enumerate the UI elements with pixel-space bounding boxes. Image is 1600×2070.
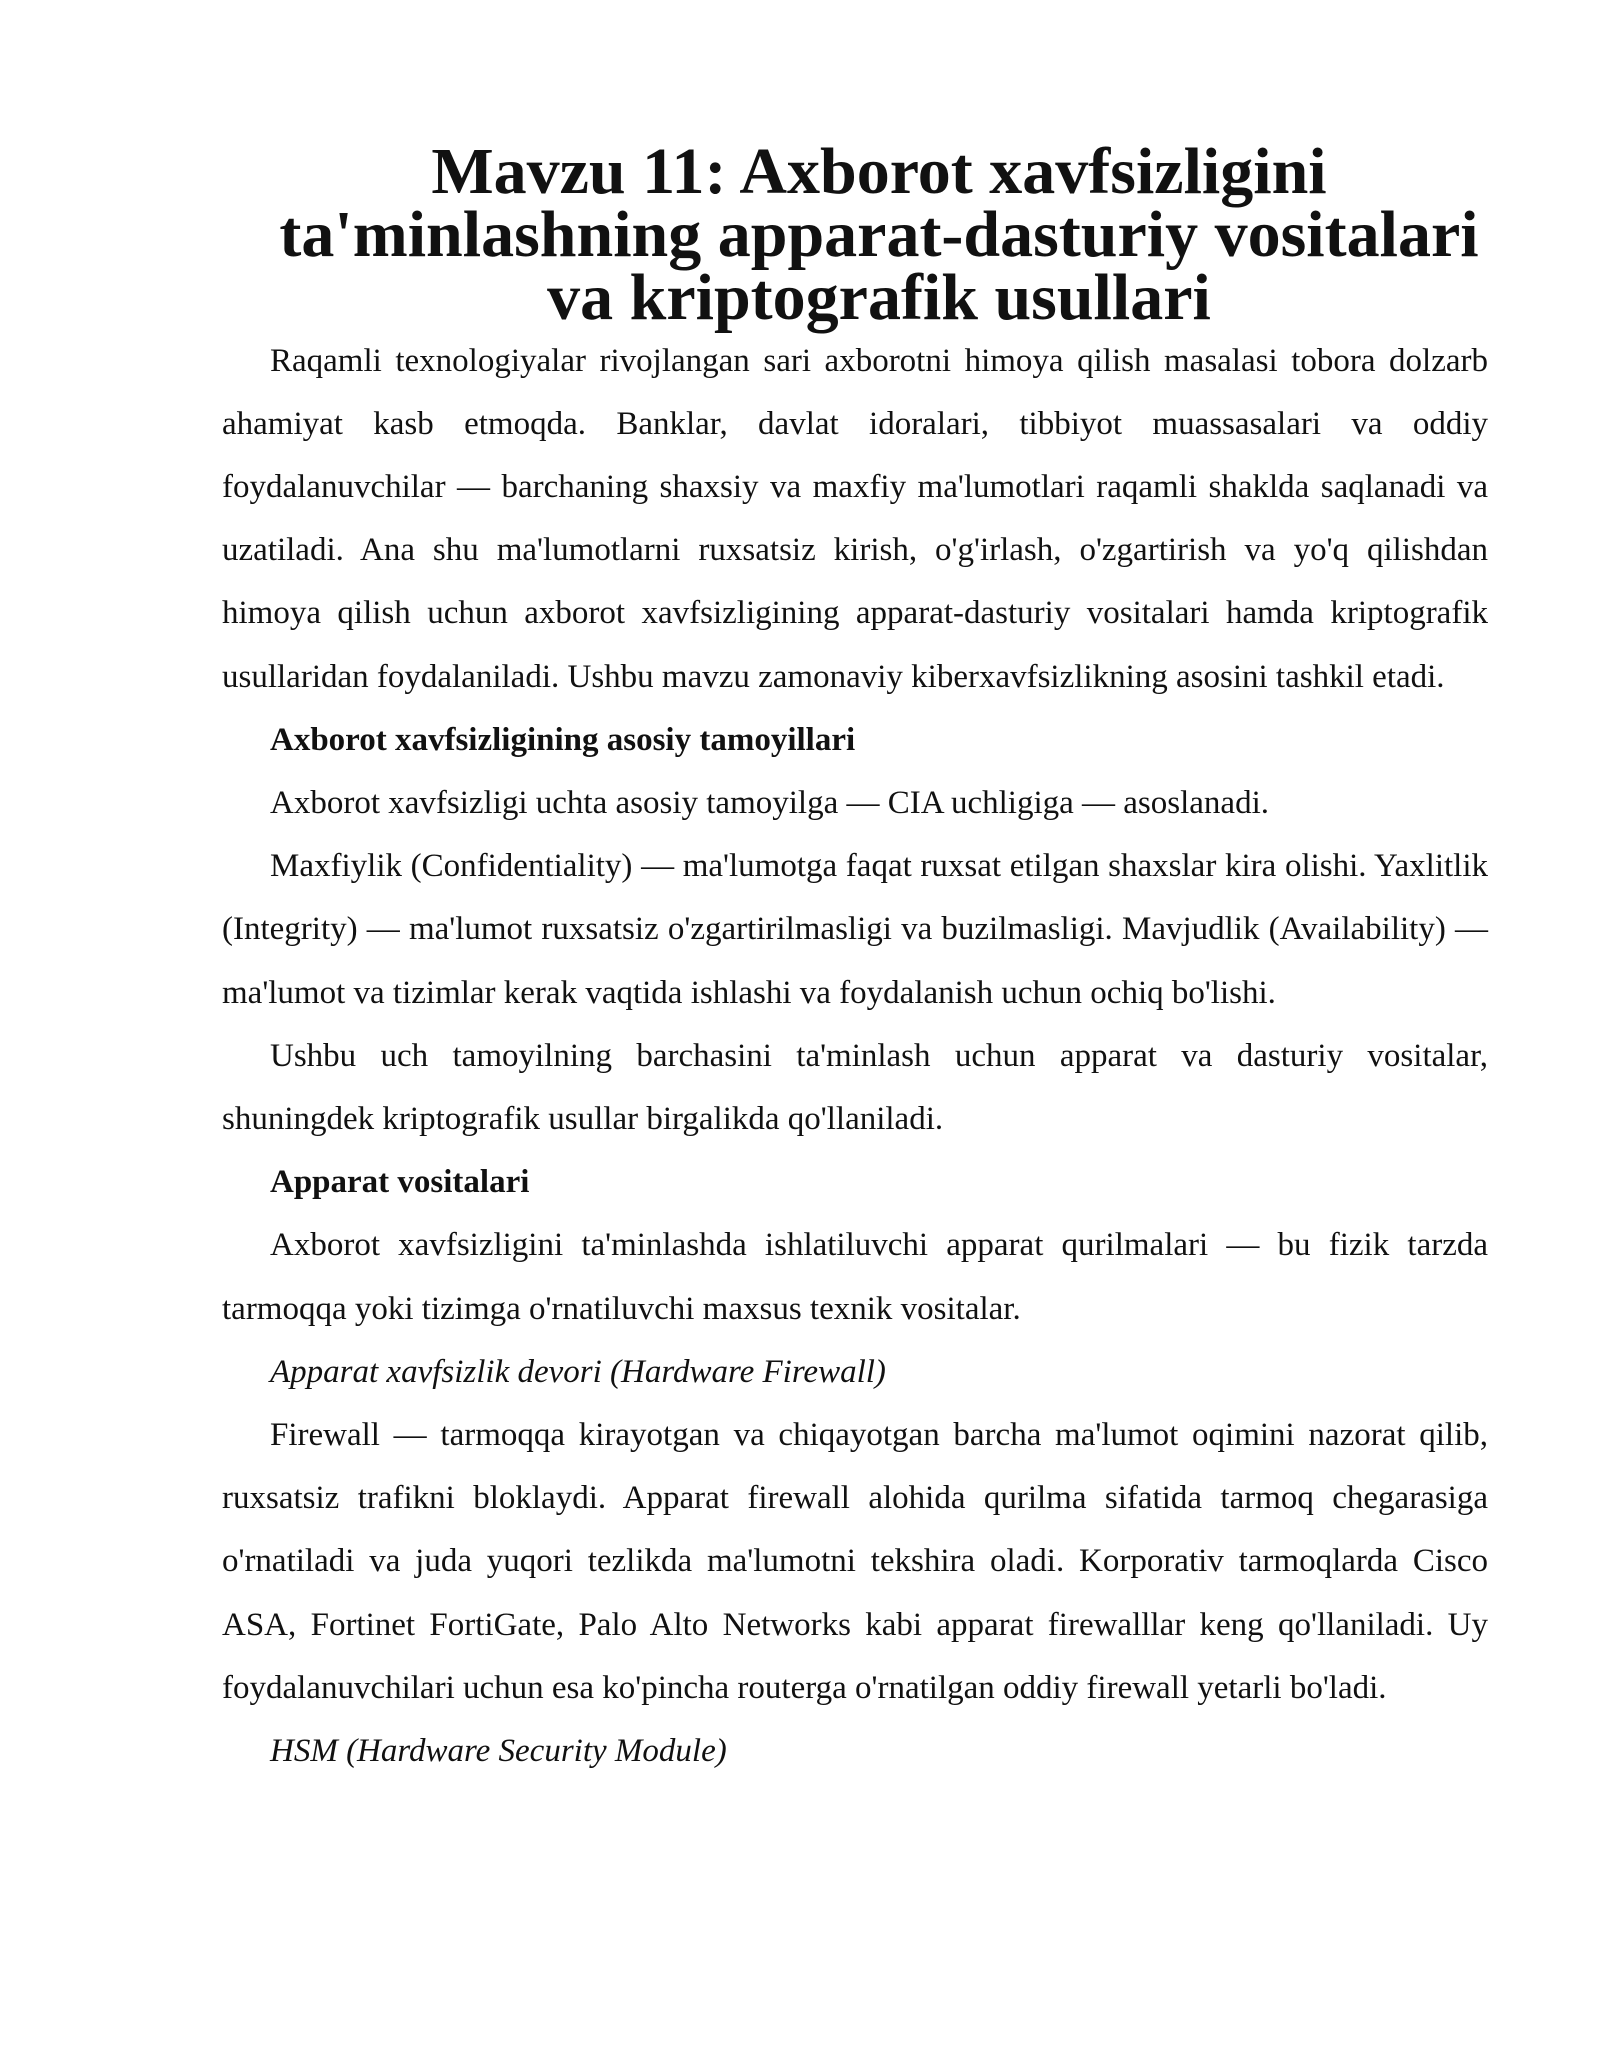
subheading-hardware-firewall: Apparat xavfsizlik devori (Hardware Firewall) [270, 1353, 886, 1390]
title-line-1: Mavzu 11: Axborot xavfsizligini ta'minlashning apparat-dasturiy vositalari [279, 135, 1479, 272]
section-heading-hardware: Apparat vositalari [270, 1164, 530, 1201]
title-line-2: va kriptografik usullari [547, 261, 1211, 335]
hardware-paragraph-1: Axborot xavfsizligini ta'minlashda ishlatiluvchi apparat qurilmalari — bu fizik tarzda tarmoqqa yoki tizimga o'rnatiluvchi maxsus texnik vositalar. [222, 1227, 1488, 1327]
principles-paragraph-3: Ushbu uch tamoyilning barchasini ta'minlash uchun apparat va dasturiy vositalar, shuningdek kriptografik usullar birgalikda qo'llaniladi. [222, 1037, 1488, 1138]
principles-paragraph-1: Axborot xavfsizligi uchta asosiy tamoyilga — CIA uchligiga — asoslanadi. [270, 785, 1269, 822]
intro-paragraph: Raqamli texnologiyalar rivojlangan sari axborotni himoya qilish masalasi tobora dolzarb ahamiyat kasb etmoqda. Banklar, davlat idoralari, tibbiyot muassasalari va oddiy foydalanuvchilar — barchaning shaxsiy va maxfiy ma'lumotlari raqamli shaklda saqlanadi va uzatiladi. Ana shu ma'lumotlarni ruxsatsiz kirish, o'g'irlash, o'zgartirish va yo'q qilishdan himoya qilish uchun axborot xavfsizligining apparat-dasturiy vositalari hamda kriptografik usullaridan foydalaniladi. Ushbu mavzu zamonaviy kiberxavfsizlikning asosini tashkil etadi. [222, 342, 1488, 695]
section-heading-principles: Axborot xavfsizligining asosiy tamoyillari [270, 721, 856, 758]
principles-paragraph-2: Maxfiylik (Confidentiality) — ma'lumotga faqat ruxsat etilgan shaxslar kira olishi. Yaxlitlik (Integrity) — ma'lumot ruxsatsiz o'zgartirilmasligi va buzilmasligi. Mavjudlik (Availability) — ma'lumot va tizimlar kerak vaqtida ishlashi va foydalanish uchun ochiq bo'lishi. [222, 848, 1488, 1011]
subheading-hsm: HSM (Hardware Security Module) [270, 1733, 727, 1770]
firewall-paragraph: Firewall — tarmoqqa kirayotgan va chiqayotgan barcha ma'lumot oqimini nazorat qilib, ruxsatsiz trafikni bloklaydi. Apparat firewall alohida qurilma sifatida tarmoq chegarasiga o'rnatiladi va juda yuqori tezlikda ma'lumotni tekshira oladi. Korporativ tarmoqlarda Cisco ASA, Fortinet FortiGate, Palo Alto Networks kabi apparat firewalllar keng qo'llaniladi. Uy foydalanuvchilari uchun esa ko'pincha routerga o'rnatilgan oddiy firewall yetarli bo'ladi. [222, 1417, 1488, 1706]
document-title [222, 135, 1488, 335]
document-page [222, 135, 1488, 1783]
